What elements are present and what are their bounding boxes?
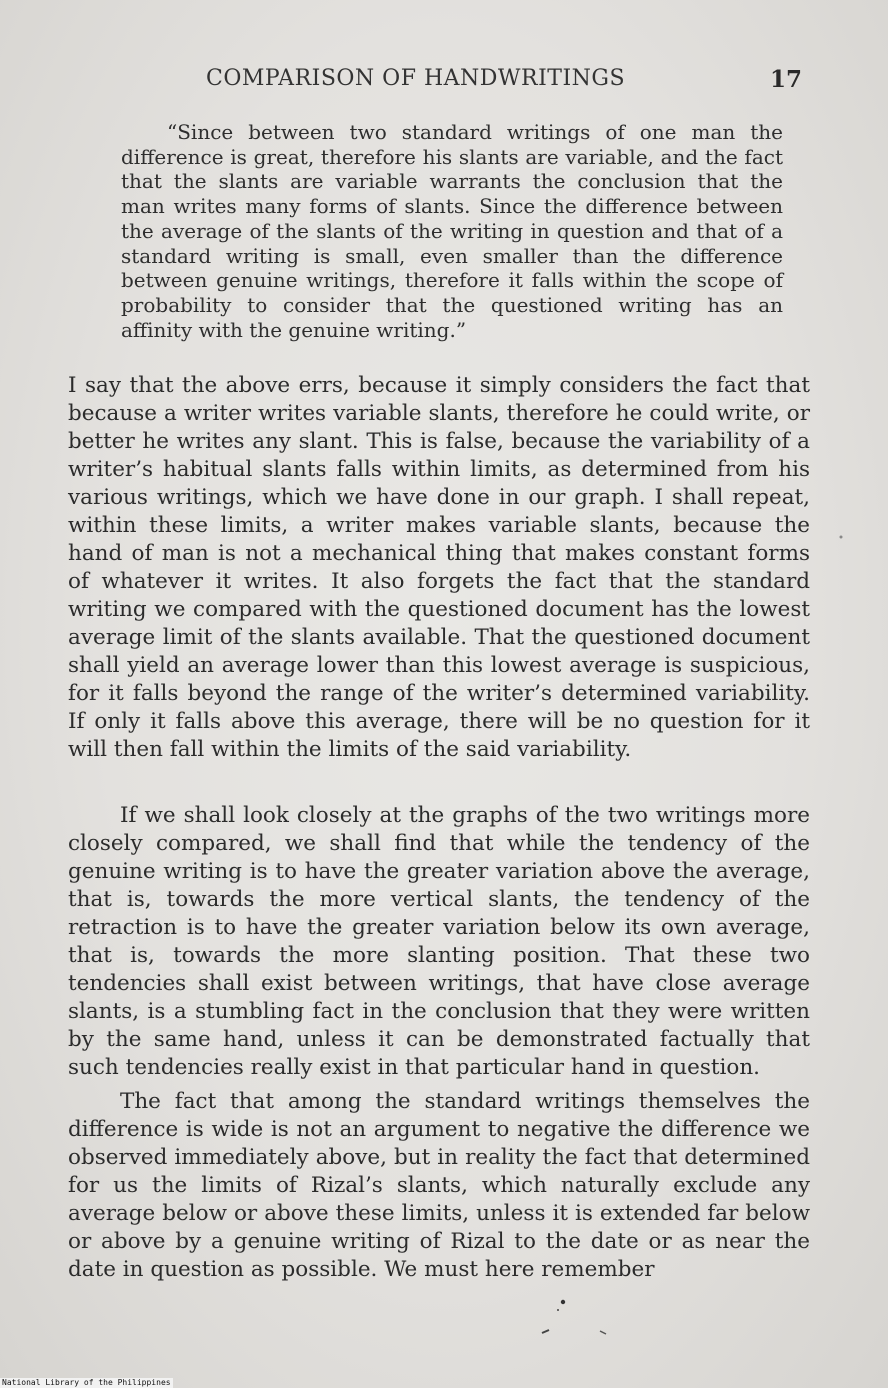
speck bbox=[561, 1300, 565, 1304]
paragraph-3: The fact that among the standard writings themselves the difference is wide is not an argument to negative the difference we observed immediately above, but in reality the fact that determined for us the limits of Rizal’s slants, which naturally exclude any average below or above these limits, unless it is extended far below or above by a genuine writing of Rizal to the date or as near the date in question as possible. We must here remember bbox=[68, 1089, 810, 1282]
speck bbox=[840, 536, 843, 539]
speck bbox=[557, 1309, 559, 1311]
library-credit: National Library of the Philippines bbox=[2, 1378, 171, 1387]
block-quote: “Since between two standard writings of one man the difference is great, therefore his slants are variable, and the fact that the slants are variable warrants the conclusion that the man writes many forms of slants. Since the difference between the average of the slants of the writing in question and that of a standard writing is small, even smaller than the difference between genuine writings, therefore it falls within the scope of probability to consider that the questioned writing has an affinity with the genuine writing.” bbox=[121, 120, 783, 342]
running-head: COMPARISON OF HANDWRITINGS bbox=[206, 66, 626, 91]
speck bbox=[600, 1331, 606, 1334]
page-number: 17 bbox=[770, 66, 803, 93]
paragraph-2: If we shall look closely at the graphs of the two writings more closely compared, we shall find that while the tendency of the genuine writing is to have the greater variation above the average, that is, towards the more vertical slants, the tendency of the retraction is to have the greater variation below its own average, that is, towards the more slanting position. That these two tendencies shall exist between writings, that have close average slants, is a stumbling fact in the conclusion that they were written by the same hand, unless it can be demonstrated factually that such tendencies really exist in that particular hand in question. bbox=[68, 803, 810, 1080]
speck bbox=[542, 1330, 549, 1333]
paragraph-1: I say that the above errs, because it simply considers the fact that because a writer writes variable slants, therefore he could write, or better he writes any slant. This is false, because the variability of a writer’s habitual slants falls within limits, as determined from his various writings, which we have done in our graph. I shall repeat, within these limits, a writer makes variable slants, because the hand of man is not a mechanical thing that makes constant forms of whatever it writes. It also forgets the fact that the standard writing we compared with the questioned document has the lowest average limit of the slants available. That the questioned document shall yield an average lower than this lowest average is suspicious, for it falls beyond the range of the writer’s determined variability. If only it falls above this average, there will be no question for it will then fall within the limits of the said variability. bbox=[68, 373, 810, 762]
